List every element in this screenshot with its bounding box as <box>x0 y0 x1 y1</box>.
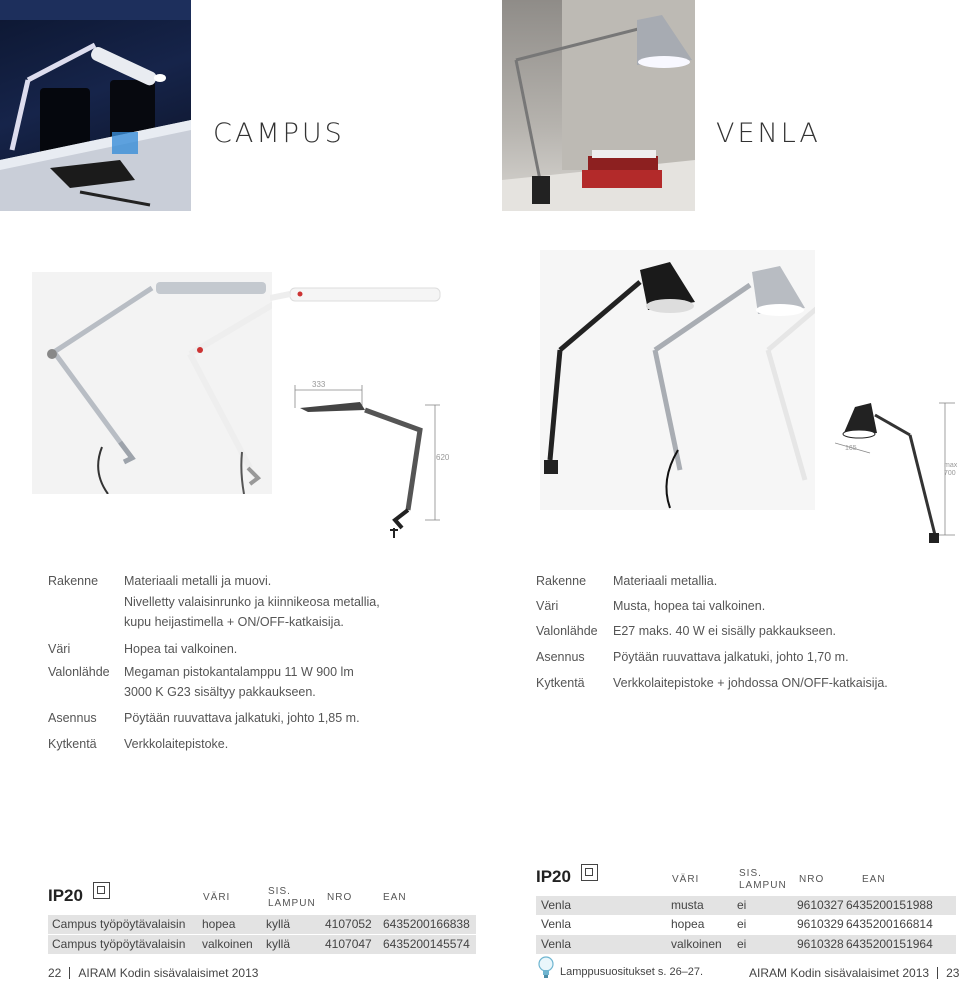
cell-vari: valkoinen <box>671 937 722 951</box>
spec-value-rakenne-1: Materiaali metalli ja muovi. <box>124 574 272 588</box>
spec-label-kytkenta: Kytkentä <box>536 676 585 690</box>
spec-label-vari: Väri <box>536 599 559 613</box>
table-row <box>536 935 956 954</box>
venla-width-dimension: 165 <box>845 445 857 452</box>
spec-value-valonlahde: E27 maks. 40 W ei sisälly pakkaukseen. <box>613 624 837 638</box>
cell-ean: 6435200145574 <box>383 937 470 951</box>
spec-value-asennus: Pöytään ruuvattava jalkatuki, johto 1,85 m. <box>124 711 360 725</box>
spec-value-rakenne: Materiaali metallia. <box>613 574 718 588</box>
cell-nro: 9610327 <box>797 898 844 912</box>
campus-height-dimension: 620 <box>436 453 450 462</box>
venla-header-sis: SIS. <box>739 868 762 879</box>
cell-name: Venla <box>541 917 572 931</box>
venla-header-vari: VÄRI <box>672 874 700 885</box>
campus-header-nro: NRO <box>327 892 353 903</box>
spec-value-valonlahde-2: 3000 K G23 sisältyy pakkaukseen. <box>124 685 316 699</box>
venla-specs <box>536 571 956 701</box>
cell-name: Campus työpöytävalaisin <box>52 937 186 951</box>
spec-label-asennus: Asennus <box>536 650 585 664</box>
spec-label-valonlahde: Valonlähde <box>48 665 110 679</box>
venla-height-label: max <box>944 462 958 469</box>
venla-lamps-photo <box>540 250 815 510</box>
cell-sis: ei <box>737 898 747 912</box>
spec-value-vari: Musta, hopea tai valkoinen. <box>613 599 766 613</box>
table-row <box>48 935 476 954</box>
right-footer <box>749 966 959 980</box>
cell-vari: valkoinen <box>202 937 253 951</box>
campus-header-vari: VÄRI <box>203 892 231 903</box>
cell-sis: ei <box>737 917 747 931</box>
spec-value-asennus: Pöytään ruuvattava jalkatuki, johto 1,70 m. <box>613 650 849 664</box>
cell-nro: 4107047 <box>325 937 372 951</box>
spec-label-asennus: Asennus <box>48 711 97 725</box>
cell-vari: musta <box>671 898 704 912</box>
cell-nro: 4107052 <box>325 917 372 931</box>
campus-scene-illustration <box>0 0 191 211</box>
right-page-number: 23 <box>946 966 960 980</box>
spec-value-kytkenta: Verkkolaitepistoke. <box>124 737 229 751</box>
lamp-recommendations-note: Lamppusuositukset s. 26–27. <box>560 966 704 978</box>
cell-ean: 6435200166838 <box>383 917 470 931</box>
campus-specs <box>48 571 468 761</box>
cell-name: Campus työpöytävalaisin <box>52 917 186 931</box>
venla-lamps-illustration <box>540 250 815 510</box>
venla-header-nro: NRO <box>799 874 825 885</box>
cell-name: Venla <box>541 937 572 951</box>
lightbulb-icon <box>537 956 555 980</box>
cell-sis: kyllä <box>266 917 291 931</box>
cell-ean: 6435200166814 <box>846 917 933 931</box>
venla-dimension-drawing <box>835 395 960 550</box>
spec-value-rakenne-2: Nivelletty valaisinrunko ja kiinnikeosa metallia, <box>124 595 380 609</box>
cell-ean: 6435200151964 <box>846 937 933 951</box>
venla-scene-photo <box>502 0 695 211</box>
table-row <box>536 915 956 934</box>
class-ii-insulation-icon <box>93 882 110 899</box>
campus-header-sis: SIS. <box>268 886 291 897</box>
right-footer-text: AIRAM Kodin sisävalaisimet 2013 <box>749 966 930 980</box>
venla-header-ean: EAN <box>862 874 886 885</box>
table-row <box>536 896 956 915</box>
spec-label-kytkenta: Kytkentä <box>48 737 97 751</box>
cell-name: Venla <box>541 898 572 912</box>
table-row <box>48 915 476 934</box>
spec-label-rakenne: Rakenne <box>48 574 99 588</box>
spec-value-rakenne-3: kupu heijastimella + ON/OFF-katkaisija. <box>124 615 344 629</box>
campus-header-lampun: LAMPUN <box>268 898 316 909</box>
venla-scene-illustration <box>502 0 695 211</box>
campus-title: CAMPUS <box>213 118 345 149</box>
spec-label-rakenne: Rakenne <box>536 574 587 588</box>
venla-title: VENLA <box>716 118 821 149</box>
venla-ip-rating: IP20 <box>536 867 571 886</box>
cell-nro: 9610329 <box>797 917 844 931</box>
campus-header-ean: EAN <box>383 892 407 903</box>
class-ii-insulation-icon <box>581 864 598 881</box>
cell-ean: 6435200151988 <box>846 898 933 912</box>
spec-value-vari: Hopea tai valkoinen. <box>124 642 238 656</box>
left-footer-text: AIRAM Kodin sisävalaisimet 2013 <box>78 966 259 980</box>
campus-ip-rating: IP20 <box>48 886 83 905</box>
cell-sis: kyllä <box>266 937 291 951</box>
cell-vari: hopea <box>671 917 705 931</box>
left-page-number: 22 <box>48 966 62 980</box>
venla-header-lampun: LAMPUN <box>739 880 787 891</box>
campus-white-lamp-head <box>270 276 445 306</box>
cell-nro: 9610328 <box>797 937 844 951</box>
left-footer <box>48 966 258 980</box>
cell-sis: ei <box>737 937 747 951</box>
campus-width-dimension: 333 <box>312 380 326 389</box>
campus-lamps-photo <box>32 272 272 494</box>
spec-label-valonlahde: Valonlähde <box>536 624 598 638</box>
cell-vari: hopea <box>202 917 236 931</box>
campus-lamps-illustration <box>32 272 272 494</box>
venla-height-dimension: 700 <box>944 470 956 477</box>
spec-value-valonlahde-1: Megaman pistokantalamppu 11 W 900 lm <box>124 665 354 679</box>
spec-label-vari: Väri <box>48 642 71 656</box>
campus-scene-photo <box>0 0 191 211</box>
spec-value-kytkenta: Verkkolaitepistoke + johdossa ON/OFF-katkaisija. <box>613 676 888 690</box>
